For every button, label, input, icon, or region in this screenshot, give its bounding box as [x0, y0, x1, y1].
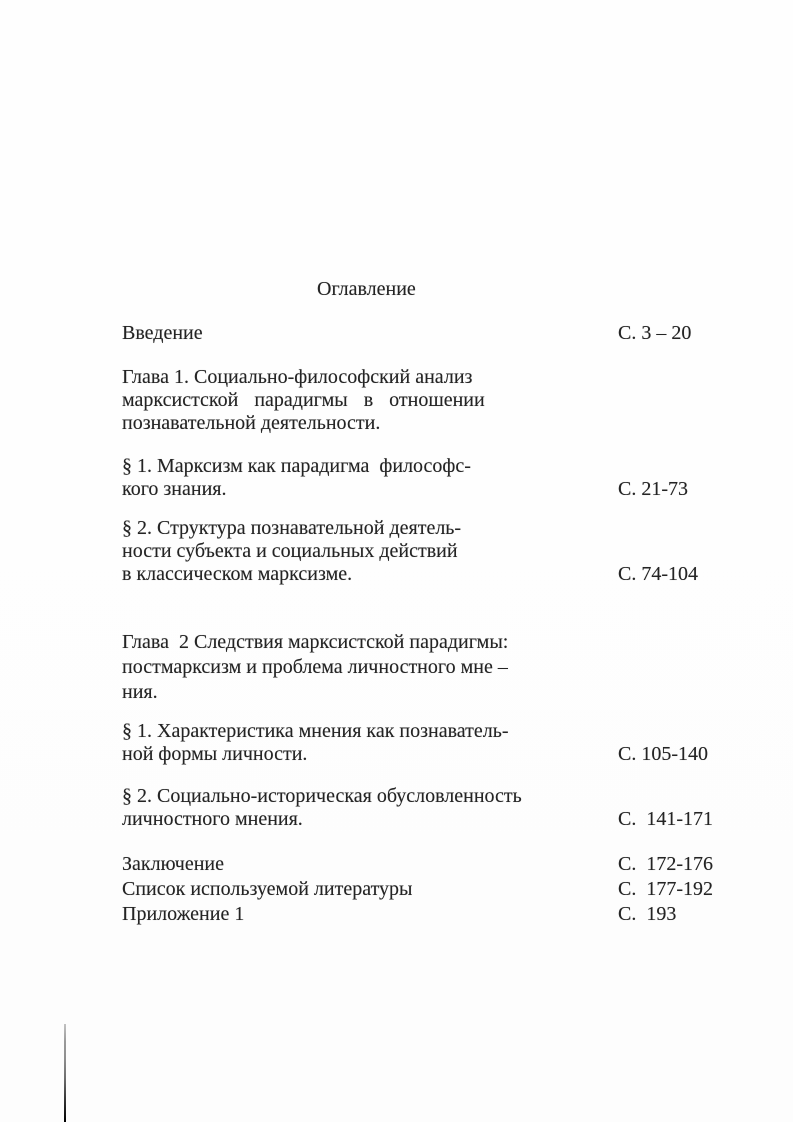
toc-entry-appendix — [122, 902, 783, 927]
toc-entry-line: ния. — [122, 681, 158, 703]
toc-entry-pages: С. 177-192 — [618, 878, 713, 900]
toc-entry-line: Заключение — [122, 853, 224, 875]
toc-entry-pages: С. 21-73 — [618, 478, 688, 500]
toc-entry-line: ной формы личности. — [122, 743, 308, 765]
toc-entry-chapter2 — [122, 630, 783, 705]
toc-entry-introduction — [122, 322, 783, 345]
toc-entry-line: Глава 1. Социально-философский анализ — [122, 366, 473, 388]
toc-entry-bibliography — [122, 877, 783, 902]
toc-entry-line: марксистской парадигмы в отношении — [122, 389, 485, 411]
toc-entry-pages: С. 141-171 — [618, 808, 713, 830]
toc-entry-pages: С. 172-176 — [618, 853, 713, 875]
toc-entry-ch1-par2 — [122, 517, 783, 586]
toc-entry-chapter1 — [122, 366, 783, 435]
toc-entry-ch2-par2 — [122, 785, 783, 831]
toc-entry-ch2-par1 — [122, 720, 783, 766]
toc-entry-line: личностного мнения. — [122, 808, 303, 830]
toc-entry-line: § 1. Марксизм как парадигма философс- — [122, 455, 471, 477]
toc-entry-line: Приложение 1 — [122, 903, 245, 925]
toc-entry-pages: С. 193 — [618, 903, 677, 925]
toc-entry-conclusion — [122, 852, 783, 877]
toc-entry-line: ности субъекта и социальных действий — [122, 540, 458, 562]
toc-entry-line: § 2. Социально-историческая обусловленность — [122, 785, 522, 807]
toc-entry-pages: С. 3 – 20 — [618, 322, 692, 344]
toc-entry-line: постмарксизм и проблема личностного мне – — [122, 656, 508, 678]
toc-entry-ch1-par1 — [122, 455, 783, 501]
scan-artifact-line — [64, 1024, 66, 1122]
toc-entry-line: познавательной деятельности. — [122, 412, 381, 434]
toc-entry-line: Список используемой литературы — [122, 878, 413, 900]
toc-entry-line: § 2. Структура познавательной деятель- — [122, 517, 462, 539]
toc-entry-line: Введение — [122, 322, 203, 344]
toc-entry-line: § 1. Характеристика мнения как познаватель- — [122, 720, 509, 742]
page-title: Оглавление — [317, 278, 416, 300]
toc-entry-line: Глава 2 Следствия марксистской парадигмы: — [122, 631, 509, 653]
toc-entry-line: в классическом марксизме. — [122, 563, 353, 585]
toc-entry-pages: С. 74-104 — [618, 563, 698, 585]
toc-entry-pages: С. 105-140 — [618, 743, 708, 765]
toc-entry-line: кого знания. — [122, 478, 227, 500]
